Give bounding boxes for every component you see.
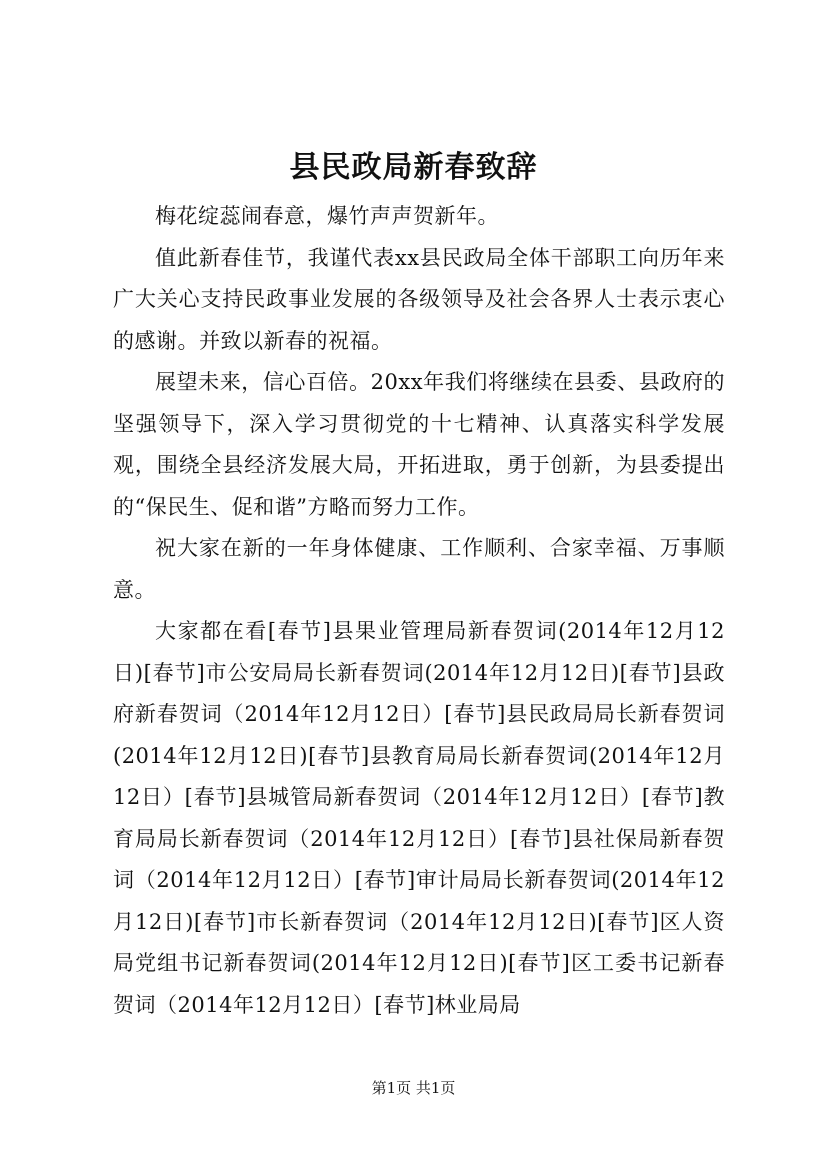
paragraph-related-links: 大家都在看[春节]县果业管理局新春贺词(2014年12月12日)[春节]市公安局局长新春贺词(2014年12月12日)[春节]县政府新春贺词（2014年12月12日）[春节]县民政局局长新春贺词(2014年12月12日)[春节]县教育局局长新春贺词(2014年12月12日）[春节]县城管局新春贺词（2014年12月12日）[春节]教育局局长新春贺词（2014年12月12日）[春节]县社保局新春贺词（2014年12月12日）[春节]审计局局长新春贺词(2014年12月12日)[春节]市长新春贺词（2014年12月12日)[春节]区人资局党组书记新春贺词(2014年12月12日)[春节]区工委书记新春贺词（2014年12月12日）[春节]林业局局 [113,619,725,1017]
paragraph-outlook: 展望未来，信心百倍。20xx年我们将继续在县委、县政府的坚强领导下，深入学习贯彻党的十七精神、认真落实科学发展观，围绕全县经济发展大局，开拓进取，勇于创新，为县委提出的“保民生、促和谐”方略而努力工作。 [113,370,725,519]
document-body [113,196,725,1026]
page-number-footer: 第1页 共1页 [371,1079,456,1097]
page-title: 县民政局新春致辞 [289,150,538,185]
paragraph-greeting: 梅花绽蕊闹春意，爆竹声声贺新年。 [155,204,499,228]
paragraph-thanks: 值此新春佳节，我谨代表xx县民政局全体干部职工向历年来广大关心支持民政事业发展的各级领导及社会各界人士表示衷心的感谢。并致以新春的祝福。 [113,245,725,353]
paragraph-wishes: 祝大家在新的一年身体健康、工作顺利、合家幸福、万事顺意。 [113,536,725,602]
